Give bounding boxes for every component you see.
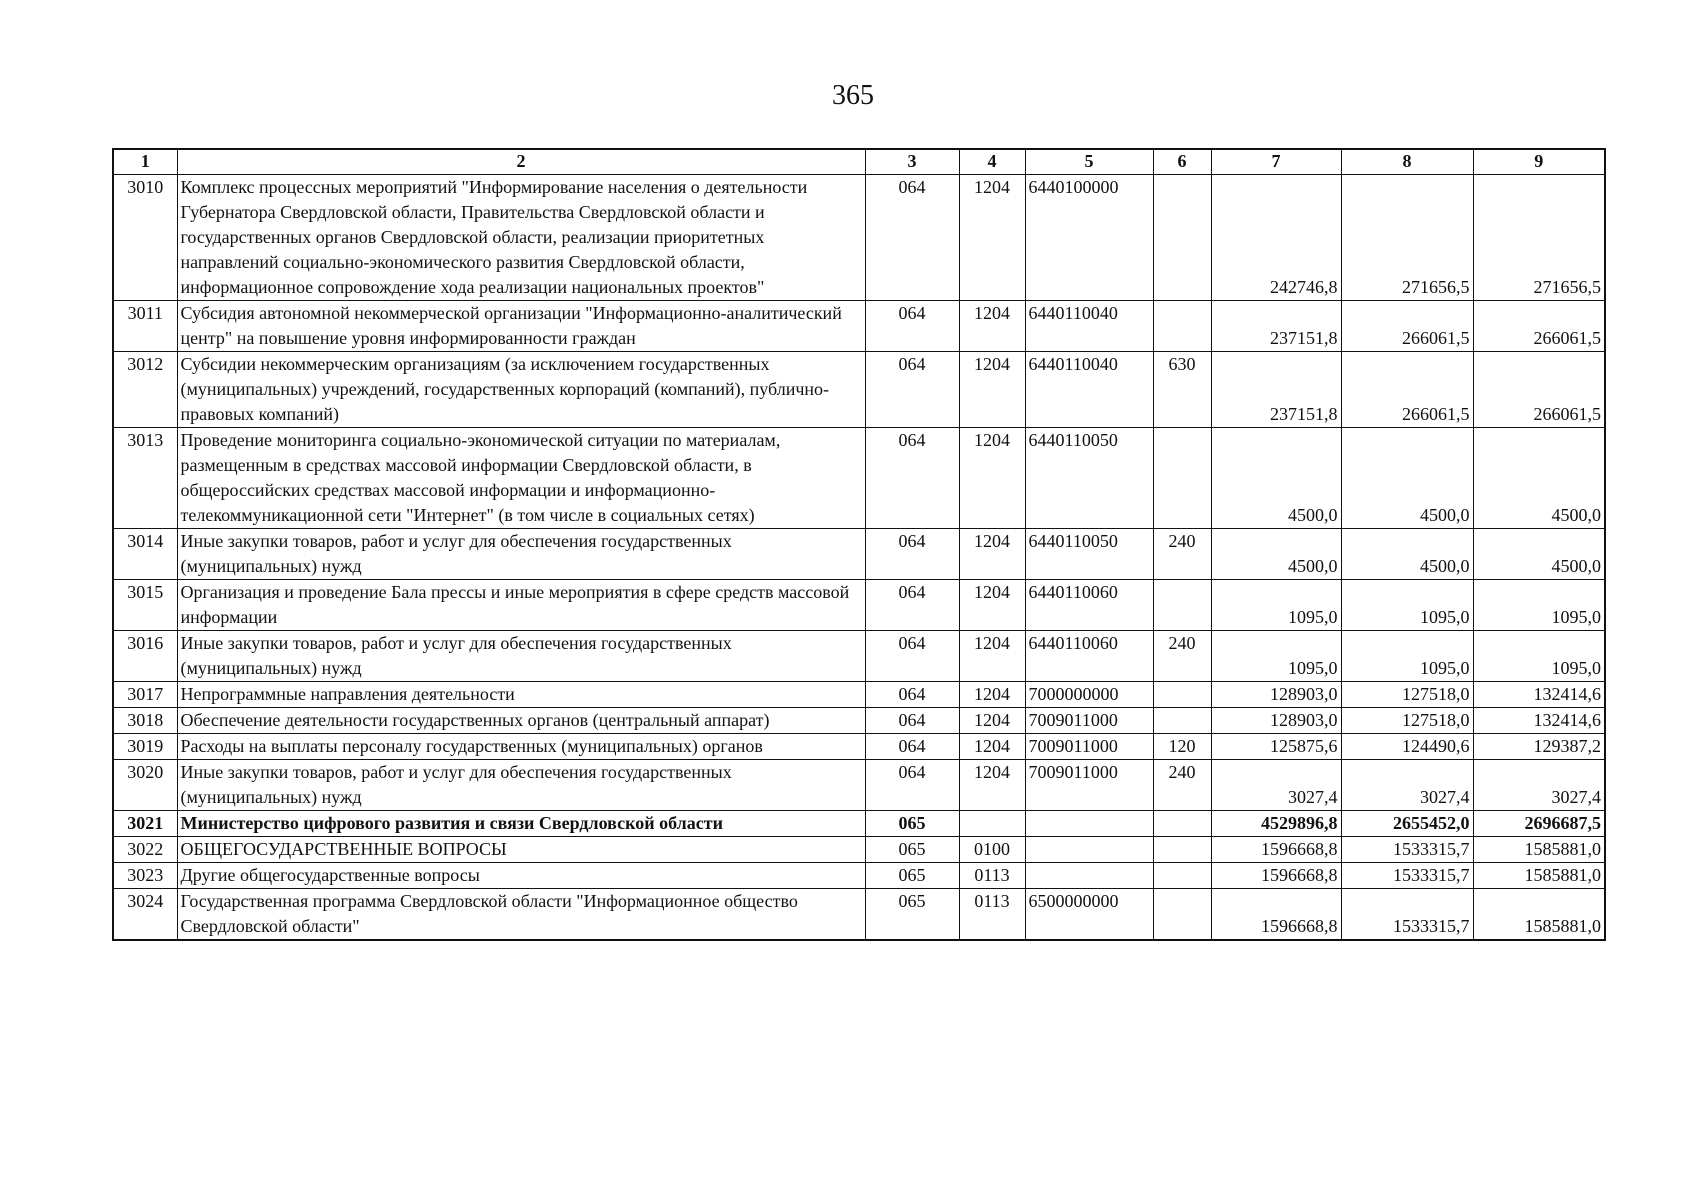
- budget-table: [112, 148, 1606, 941]
- row-number: 3011: [113, 301, 177, 352]
- expense-name: Расходы на выплаты персоналу государственных (муниципальных) органов: [177, 734, 865, 760]
- target-article-code: [1025, 863, 1153, 889]
- amount-col7: 237151,8: [1211, 301, 1341, 352]
- ministry-code: 064: [865, 352, 959, 428]
- amount-col8: 1533315,7: [1341, 889, 1473, 941]
- expense-type-code: [1153, 708, 1211, 734]
- expense-name: ОБЩЕГОСУДАРСТВЕННЫЕ ВОПРОСЫ: [177, 837, 865, 863]
- expense-name: Субсидия автономной некоммерческой организации "Информационно-аналитический центр" на повышение уровня информированности граждан: [177, 301, 865, 352]
- amount-col8: 4500,0: [1341, 428, 1473, 529]
- amount-col7: 1596668,8: [1211, 863, 1341, 889]
- ministry-code: 065: [865, 863, 959, 889]
- header-cell: 1: [113, 149, 177, 175]
- table-row: [113, 682, 1605, 708]
- target-article-code: 6500000000: [1025, 889, 1153, 941]
- amount-col7: 1596668,8: [1211, 837, 1341, 863]
- table-row: [113, 352, 1605, 428]
- section-code: 1204: [959, 301, 1025, 352]
- amount-col7: 237151,8: [1211, 352, 1341, 428]
- table-row: [113, 708, 1605, 734]
- expense-name: Государственная программа Свердловской области "Информационное общество Свердловской области": [177, 889, 865, 941]
- expense-type-code: [1153, 863, 1211, 889]
- amount-col7: 128903,0: [1211, 708, 1341, 734]
- expense-name: Другие общегосударственные вопросы: [177, 863, 865, 889]
- section-code: 1204: [959, 682, 1025, 708]
- expense-type-code: [1153, 682, 1211, 708]
- table-row: [113, 428, 1605, 529]
- amount-col7: 4500,0: [1211, 529, 1341, 580]
- expense-name: Проведение мониторинга социально-экономической ситуации по материалам, размещенным в средствах массовой информации Свердловской области, в общероссийских средствах массовой информации и информационно-телекоммуникационной сети "Интернет" (в том числе в социальных сетях): [177, 428, 865, 529]
- section-code: 1204: [959, 760, 1025, 811]
- expense-type-code: [1153, 428, 1211, 529]
- amount-col9: 1585881,0: [1473, 863, 1605, 889]
- amount-col9: 4500,0: [1473, 428, 1605, 529]
- row-number: 3018: [113, 708, 177, 734]
- target-article-code: [1025, 837, 1153, 863]
- ministry-code: 064: [865, 760, 959, 811]
- section-code: 1204: [959, 734, 1025, 760]
- target-article-code: 7009011000: [1025, 708, 1153, 734]
- header-row: [113, 149, 1605, 175]
- amount-col8: 3027,4: [1341, 760, 1473, 811]
- row-number: 3012: [113, 352, 177, 428]
- section-code: 1204: [959, 175, 1025, 301]
- header-cell: 9: [1473, 149, 1605, 175]
- amount-col8: 1533315,7: [1341, 837, 1473, 863]
- amount-col8: 124490,6: [1341, 734, 1473, 760]
- ministry-code: 064: [865, 301, 959, 352]
- ministry-code: 065: [865, 811, 959, 837]
- header-cell: 7: [1211, 149, 1341, 175]
- amount-col9: 132414,6: [1473, 682, 1605, 708]
- amount-col7: 3027,4: [1211, 760, 1341, 811]
- target-article-code: 7009011000: [1025, 734, 1153, 760]
- expense-type-code: [1153, 889, 1211, 941]
- expense-type-code: 240: [1153, 529, 1211, 580]
- amount-col8: 1533315,7: [1341, 863, 1473, 889]
- ministry-code: 064: [865, 708, 959, 734]
- table-row: [113, 631, 1605, 682]
- section-code: 1204: [959, 428, 1025, 529]
- amount-col7: 1596668,8: [1211, 889, 1341, 941]
- amount-col8: 1095,0: [1341, 631, 1473, 682]
- row-number: 3013: [113, 428, 177, 529]
- amount-col8: 127518,0: [1341, 708, 1473, 734]
- ministry-code: 064: [865, 734, 959, 760]
- table-row: [113, 734, 1605, 760]
- target-article-code: 7000000000: [1025, 682, 1153, 708]
- amount-col7: 4500,0: [1211, 428, 1341, 529]
- amount-col7: 128903,0: [1211, 682, 1341, 708]
- target-article-code: 6440110050: [1025, 529, 1153, 580]
- amount-col8: 1095,0: [1341, 580, 1473, 631]
- section-code: 1204: [959, 708, 1025, 734]
- section-code: 1204: [959, 580, 1025, 631]
- row-number: 3017: [113, 682, 177, 708]
- table-row: [113, 580, 1605, 631]
- amount-col7: 242746,8: [1211, 175, 1341, 301]
- ministry-code: 064: [865, 631, 959, 682]
- ministry-code: 064: [865, 529, 959, 580]
- target-article-code: 6440110050: [1025, 428, 1153, 529]
- expense-name: Непрограммные направления деятельности: [177, 682, 865, 708]
- expense-name: Комплекс процессных мероприятий "Информирование населения о деятельности Губернатора Свердловской области, Правительства Свердловской области и государственных органов Свердловской области, реализации приоритетных направлений социально-экономического развития Свердловской области, информационное сопровождение хода реализации национальных проектов": [177, 175, 865, 301]
- row-number: 3015: [113, 580, 177, 631]
- amount-col9: 1585881,0: [1473, 889, 1605, 941]
- expense-name: Министерство цифрового развития и связи Свердловской области: [177, 811, 865, 837]
- table-row: [113, 529, 1605, 580]
- header-cell: 8: [1341, 149, 1473, 175]
- expense-name: Организация и проведение Бала прессы и иные мероприятия в сфере средств массовой информации: [177, 580, 865, 631]
- amount-col9: 1095,0: [1473, 580, 1605, 631]
- amount-col7: 125875,6: [1211, 734, 1341, 760]
- expense-name: Субсидии некоммерческим организациям (за исключением государственных (муниципальных) учреждений, государственных корпораций (компаний), публично-правовых компаний): [177, 352, 865, 428]
- table-row: [113, 837, 1605, 863]
- target-article-code: 6440110040: [1025, 301, 1153, 352]
- table-body: [113, 175, 1605, 941]
- expense-name: Обеспечение деятельности государственных органов (центральный аппарат): [177, 708, 865, 734]
- ministry-code: 064: [865, 428, 959, 529]
- amount-col9: 1095,0: [1473, 631, 1605, 682]
- page-number: 365: [832, 80, 874, 111]
- header-cell: 2: [177, 149, 865, 175]
- expense-type-code: [1153, 811, 1211, 837]
- section-code: 0113: [959, 889, 1025, 941]
- expense-type-code: 630: [1153, 352, 1211, 428]
- table-row: [113, 811, 1605, 837]
- amount-col7: 1095,0: [1211, 580, 1341, 631]
- expense-type-code: [1153, 301, 1211, 352]
- ministry-code: 064: [865, 580, 959, 631]
- amount-col8: 266061,5: [1341, 301, 1473, 352]
- amount-col8: 4500,0: [1341, 529, 1473, 580]
- row-number: 3020: [113, 760, 177, 811]
- section-code: 1204: [959, 352, 1025, 428]
- target-article-code: 6440110060: [1025, 631, 1153, 682]
- header-cell: 5: [1025, 149, 1153, 175]
- amount-col8: 2655452,0: [1341, 811, 1473, 837]
- amount-col7: 1095,0: [1211, 631, 1341, 682]
- row-number: 3010: [113, 175, 177, 301]
- amount-col9: 271656,5: [1473, 175, 1605, 301]
- amount-col9: 3027,4: [1473, 760, 1605, 811]
- ministry-code: 064: [865, 175, 959, 301]
- ministry-code: 064: [865, 682, 959, 708]
- header-cell: 3: [865, 149, 959, 175]
- ministry-code: 065: [865, 837, 959, 863]
- amount-col8: 127518,0: [1341, 682, 1473, 708]
- expense-type-code: [1153, 580, 1211, 631]
- section-code: [959, 811, 1025, 837]
- expense-type-code: [1153, 837, 1211, 863]
- expense-type-code: 240: [1153, 760, 1211, 811]
- section-code: 1204: [959, 631, 1025, 682]
- amount-col9: 4500,0: [1473, 529, 1605, 580]
- header-cell: 6: [1153, 149, 1211, 175]
- section-code: 0113: [959, 863, 1025, 889]
- section-code: 1204: [959, 529, 1025, 580]
- target-article-code: 6440110060: [1025, 580, 1153, 631]
- row-number: 3021: [113, 811, 177, 837]
- amount-col9: 1585881,0: [1473, 837, 1605, 863]
- expense-name: Иные закупки товаров, работ и услуг для обеспечения государственных (муниципальных) нужд: [177, 631, 865, 682]
- row-number: 3019: [113, 734, 177, 760]
- amount-col9: 129387,2: [1473, 734, 1605, 760]
- row-number: 3016: [113, 631, 177, 682]
- row-number: 3022: [113, 837, 177, 863]
- expense-type-code: 120: [1153, 734, 1211, 760]
- target-article-code: 7009011000: [1025, 760, 1153, 811]
- table-row: [113, 301, 1605, 352]
- table-row: [113, 760, 1605, 811]
- amount-col7: 4529896,8: [1211, 811, 1341, 837]
- target-article-code: 6440100000: [1025, 175, 1153, 301]
- amount-col9: 266061,5: [1473, 352, 1605, 428]
- expense-name: Иные закупки товаров, работ и услуг для обеспечения государственных (муниципальных) нужд: [177, 529, 865, 580]
- amount-col8: 266061,5: [1341, 352, 1473, 428]
- target-article-code: [1025, 811, 1153, 837]
- row-number: 3024: [113, 889, 177, 941]
- amount-col9: 266061,5: [1473, 301, 1605, 352]
- table-row: [113, 889, 1605, 941]
- expense-name: Иные закупки товаров, работ и услуг для обеспечения государственных (муниципальных) нужд: [177, 760, 865, 811]
- ministry-code: 065: [865, 889, 959, 941]
- expense-type-code: [1153, 175, 1211, 301]
- table-row: [113, 175, 1605, 301]
- row-number: 3014: [113, 529, 177, 580]
- table-row: [113, 863, 1605, 889]
- header-cell: 4: [959, 149, 1025, 175]
- expense-type-code: 240: [1153, 631, 1211, 682]
- section-code: 0100: [959, 837, 1025, 863]
- row-number: 3023: [113, 863, 177, 889]
- amount-col9: 2696687,5: [1473, 811, 1605, 837]
- amount-col8: 271656,5: [1341, 175, 1473, 301]
- target-article-code: 6440110040: [1025, 352, 1153, 428]
- amount-col9: 132414,6: [1473, 708, 1605, 734]
